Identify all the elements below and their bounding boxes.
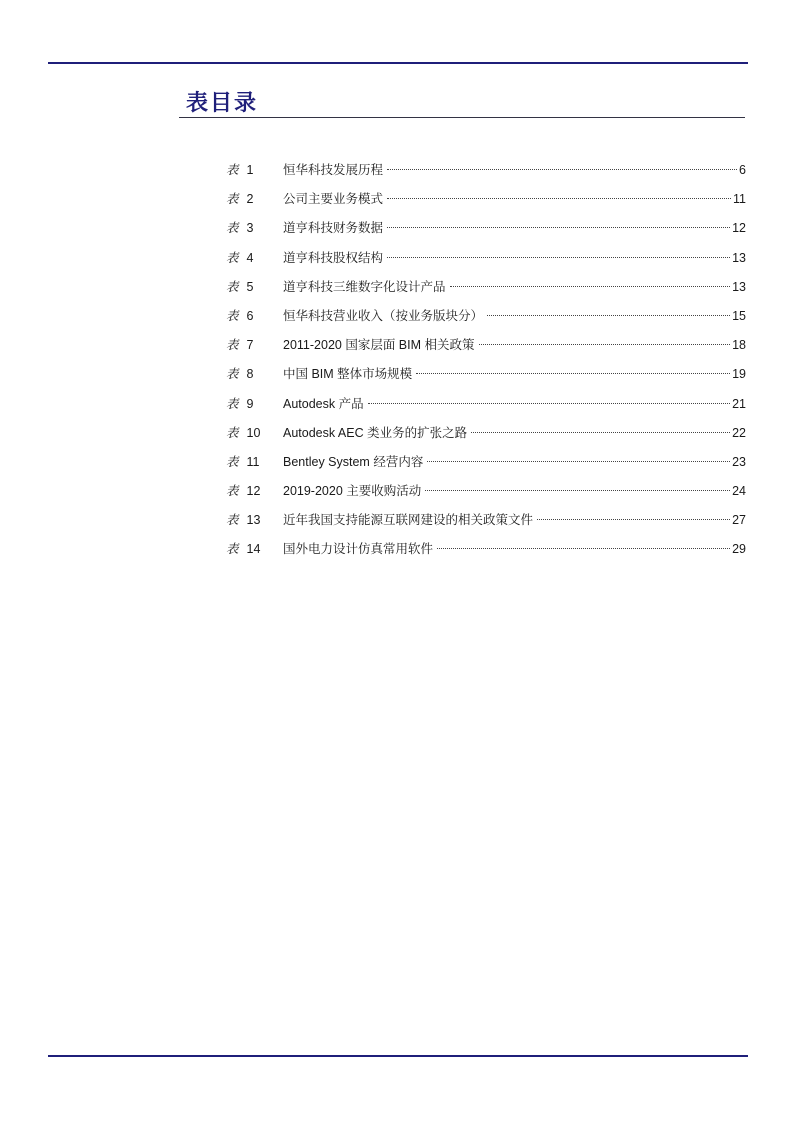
toc-entry-label (226, 481, 283, 501)
toc-entry[interactable] (226, 510, 746, 539)
toc-entry-label (226, 160, 283, 180)
toc-entry-title[interactable]: 2019-2020 主要收购活动 (283, 484, 422, 499)
toc-entry-number: 13 (246, 513, 261, 528)
toc-entry-label (226, 277, 283, 297)
toc-entry-page[interactable]: 15 (732, 308, 746, 323)
toc-entry-label (226, 335, 283, 355)
toc-entry-page[interactable]: 19 (732, 367, 746, 382)
toc-entry-title[interactable]: 公司主要业务模式 (283, 192, 384, 207)
toc-entry-page[interactable]: 24 (732, 484, 746, 499)
toc-entry-number: 1 (246, 163, 254, 177)
toc-entry-label (226, 510, 283, 530)
toc-entry[interactable] (226, 452, 746, 481)
toc-entry-page[interactable]: 18 (732, 338, 746, 353)
title-underline (179, 117, 745, 118)
toc-entry-label (226, 306, 283, 326)
toc-entry-prefix: 表 (226, 483, 239, 499)
toc-entry-number: 9 (246, 396, 254, 411)
toc-entry-prefix: 表 (226, 191, 239, 207)
toc-leader-dots (368, 403, 731, 404)
toc-entry-prefix: 表 (226, 512, 239, 528)
toc-entry-number: 2 (246, 192, 254, 207)
toc-entry-label (226, 218, 283, 238)
toc-leader-dots (425, 490, 730, 491)
toc-entry-page[interactable]: 6 (739, 163, 746, 177)
toc-entry-number: 10 (246, 425, 261, 440)
toc-entry-prefix: 表 (226, 424, 239, 440)
toc-entry[interactable] (226, 277, 746, 306)
toc-entry-title[interactable]: 道亨科技股权结构 (283, 250, 384, 265)
toc-entry-page[interactable]: 13 (732, 250, 746, 265)
toc-entry-prefix: 表 (226, 366, 239, 382)
toc-entry-label (226, 452, 283, 472)
toc-leader-dots (416, 373, 730, 374)
toc-entry-prefix: 表 (226, 162, 239, 177)
toc-entry[interactable] (226, 481, 746, 510)
toc-entry[interactable] (226, 160, 746, 189)
toc-entry-page[interactable]: 27 (732, 513, 746, 528)
toc-entry-label (226, 423, 283, 443)
toc-leader-dots (479, 344, 731, 345)
toc-entry-number: 4 (246, 250, 254, 265)
toc-entry-title[interactable]: 恒华科技营业收入（按业务版块分） (283, 308, 484, 323)
toc-entry-number: 12 (246, 484, 261, 499)
toc-entry[interactable] (226, 423, 746, 452)
toc-entry-page[interactable]: 13 (732, 279, 746, 294)
toc-entry-prefix: 表 (226, 307, 239, 323)
toc-leader-dots (437, 548, 730, 549)
toc-entry-number: 14 (246, 542, 261, 557)
toc-entry-label (226, 248, 283, 268)
toc-entry-prefix: 表 (226, 453, 239, 469)
toc-entry[interactable] (226, 248, 746, 277)
toc-entry[interactable] (226, 364, 746, 393)
toc-entry-label (226, 539, 283, 559)
toc-entry-title[interactable]: Autodesk 产品 (283, 396, 364, 411)
toc-entry[interactable] (226, 335, 746, 364)
page-title: 表目录 (186, 90, 259, 116)
toc-entry-number: 7 (246, 338, 254, 353)
toc-entry[interactable] (226, 306, 746, 335)
toc-entry-prefix: 表 (226, 395, 239, 411)
toc-leader-dots (450, 286, 731, 287)
toc-leader-dots (487, 315, 730, 316)
toc-entry-label (226, 189, 283, 209)
toc-entry-title[interactable]: 道亨科技三维数字化设计产品 (283, 279, 446, 294)
toc-leader-dots (427, 461, 730, 462)
table-of-tables (226, 160, 746, 569)
toc-entry-prefix: 表 (226, 541, 239, 557)
toc-leader-dots (387, 169, 737, 170)
toc-entry-label (226, 364, 283, 384)
toc-leader-dots (387, 227, 730, 228)
toc-entry-title[interactable]: 国外电力设计仿真常用软件 (283, 542, 434, 557)
toc-entry-page[interactable]: 29 (732, 542, 746, 557)
toc-entry-title[interactable]: 近年我国支持能源互联网建设的相关政策文件 (283, 513, 534, 528)
toc-entry-prefix: 表 (226, 220, 239, 236)
toc-entry-page[interactable]: 11 (733, 192, 746, 207)
toc-entry[interactable] (226, 189, 746, 218)
toc-entry-number: 11 (246, 454, 260, 469)
toc-entry-page[interactable]: 22 (732, 425, 746, 440)
toc-entry-number: 5 (246, 279, 254, 294)
toc-entry-title[interactable]: 恒华科技发展历程 (283, 163, 384, 177)
toc-entry[interactable] (226, 394, 746, 423)
toc-entry-prefix: 表 (226, 278, 239, 294)
toc-entry-title[interactable]: Autodesk AEC 类业务的扩张之路 (283, 425, 468, 440)
toc-entry-prefix: 表 (226, 337, 239, 353)
toc-leader-dots (471, 432, 730, 433)
toc-entry-title[interactable]: 中国 BIM 整体市场规模 (283, 367, 413, 382)
toc-entry[interactable] (226, 539, 746, 568)
toc-entry-title[interactable]: 道亨科技财务数据 (283, 221, 384, 236)
toc-entry[interactable] (226, 218, 746, 247)
toc-leader-dots (387, 198, 731, 199)
toc-entry-title[interactable]: Bentley System 经营内容 (283, 454, 424, 469)
toc-entry-number: 6 (246, 308, 254, 323)
toc-entry-label (226, 394, 283, 414)
toc-entry-title[interactable]: 2011-2020 国家层面 BIM 相关政策 (283, 338, 475, 353)
toc-leader-dots (537, 519, 730, 520)
toc-entry-page[interactable]: 12 (732, 221, 746, 236)
toc-entry-page[interactable]: 23 (732, 454, 746, 469)
toc-leader-dots (387, 257, 730, 258)
footer-rule (48, 1055, 748, 1057)
toc-entry-page[interactable]: 21 (732, 396, 746, 411)
toc-entry-prefix: 表 (226, 249, 239, 265)
toc-entry-number: 3 (246, 221, 254, 236)
toc-entry-number: 8 (246, 367, 254, 382)
header-rule (48, 62, 748, 64)
